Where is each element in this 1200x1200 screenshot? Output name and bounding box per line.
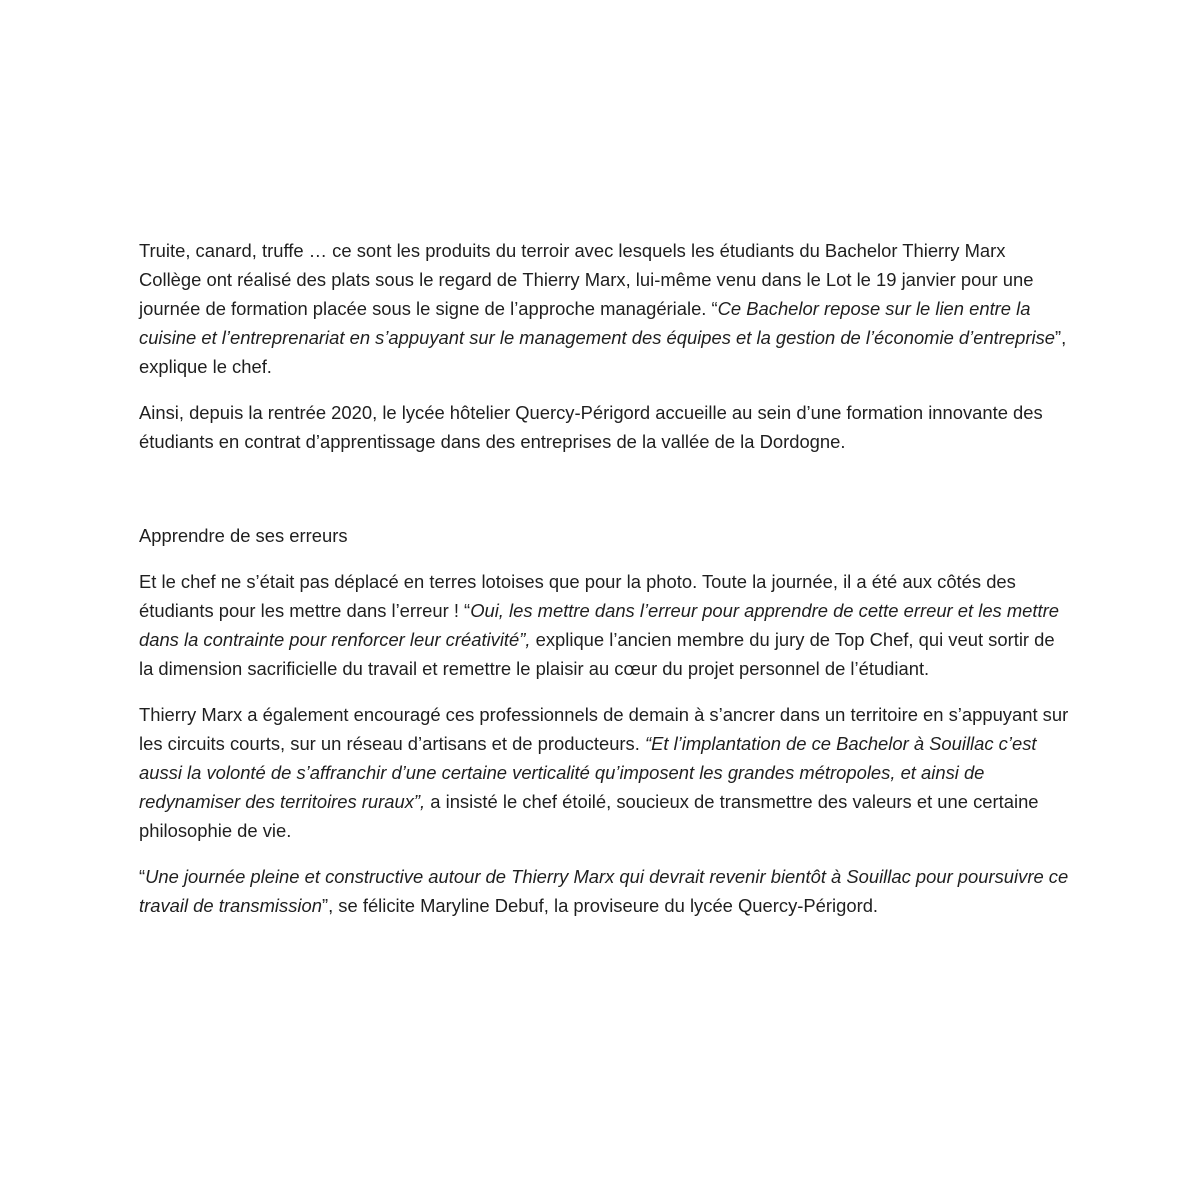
errors-text-1: Et le chef ne s’était pas déplacé en terres lotoises que pour la photo. Toute la journée, il a été aux côtés des étudiants pour les mettre dans l’erreur ! “ [139, 571, 1016, 621]
closing-quote: Une journée pleine et constructive autour de Thierry Marx qui devrait revenir bientôt à Souillac pour poursuivre ce travail de transmission [139, 866, 1069, 916]
intro-quote: Ce Bachelor repose sur le lien entre la cuisine et l’entreprenariat en s’appuyant sur le management des équipes et la gestion de l’économie d’entreprise [139, 298, 1056, 348]
closing-open-quote: “ [139, 866, 146, 887]
person-name-thierry-marx: Thierry Marx [522, 269, 626, 290]
errors-quote: Oui, les mettre dans l’erreur pour apprendre de cette erreur et les mettre dans la contrainte pour renforcer leur créativité”, [139, 600, 1059, 650]
paragraph-closing [139, 862, 1069, 920]
errors-text-2: explique l’ancien membre du jury de Top Chef, qui veut sortir de la dimension sacrificielle du travail et remettre le plaisir au cœur du projet personnel de l’étudiant. [139, 629, 1055, 679]
closing-text-2: , la proviseure du lycée Quercy-Périgord. [543, 895, 879, 916]
paragraph-territory [139, 700, 1069, 845]
intro-text-2: , lui-même venu dans le Lot le 19 janvier pour une journée de formation placée sous le signe de l’approche managériale. “ [139, 269, 1034, 319]
territory-quote: “Et l’implantation de ce Bachelor à Souillac c’est aussi la volonté de s’affranchir d’une certaine verticalité qu’imposent les grandes métropoles, et ainsi de redynamiser des territoires ruraux”, [139, 733, 1037, 812]
article-body [139, 236, 1069, 920]
paragraph-errors [139, 567, 1069, 683]
intro-text-1: Truite, canard, truffe … ce sont les produits du terroir avec lesquels les étudiants du Bachelor Thierry Marx Collège ont réalisé des plats sous le regard de [139, 240, 1006, 290]
section-heading: Apprendre de ses erreurs [139, 525, 348, 546]
territory-text-2: a insisté le chef étoilé, soucieux de transmettre des valeurs et une certaine philosophie de vie. [139, 791, 1039, 841]
paragraph-context: Ainsi, depuis la rentrée 2020, le lycée hôtelier Quercy-Périgord accueille au sein d’une formation innovante des étudiants en contrat d’apprentissage dans des entreprises de la vallée de la Dordogne. [139, 402, 1043, 452]
closing-text-1: ”, se félicite [321, 895, 421, 916]
person-name-maryline-debuf: Maryline Debuf [420, 895, 544, 916]
intro-text-3: ”, explique le chef. [139, 327, 1067, 377]
paragraph-intro [139, 236, 1069, 381]
territory-text-1: Thierry Marx a également encouragé ces professionnels de demain à s’ancrer dans un territoire en s’appuyant sur les circuits courts, sur un réseau d’artisans et de producteurs. [139, 704, 1069, 754]
